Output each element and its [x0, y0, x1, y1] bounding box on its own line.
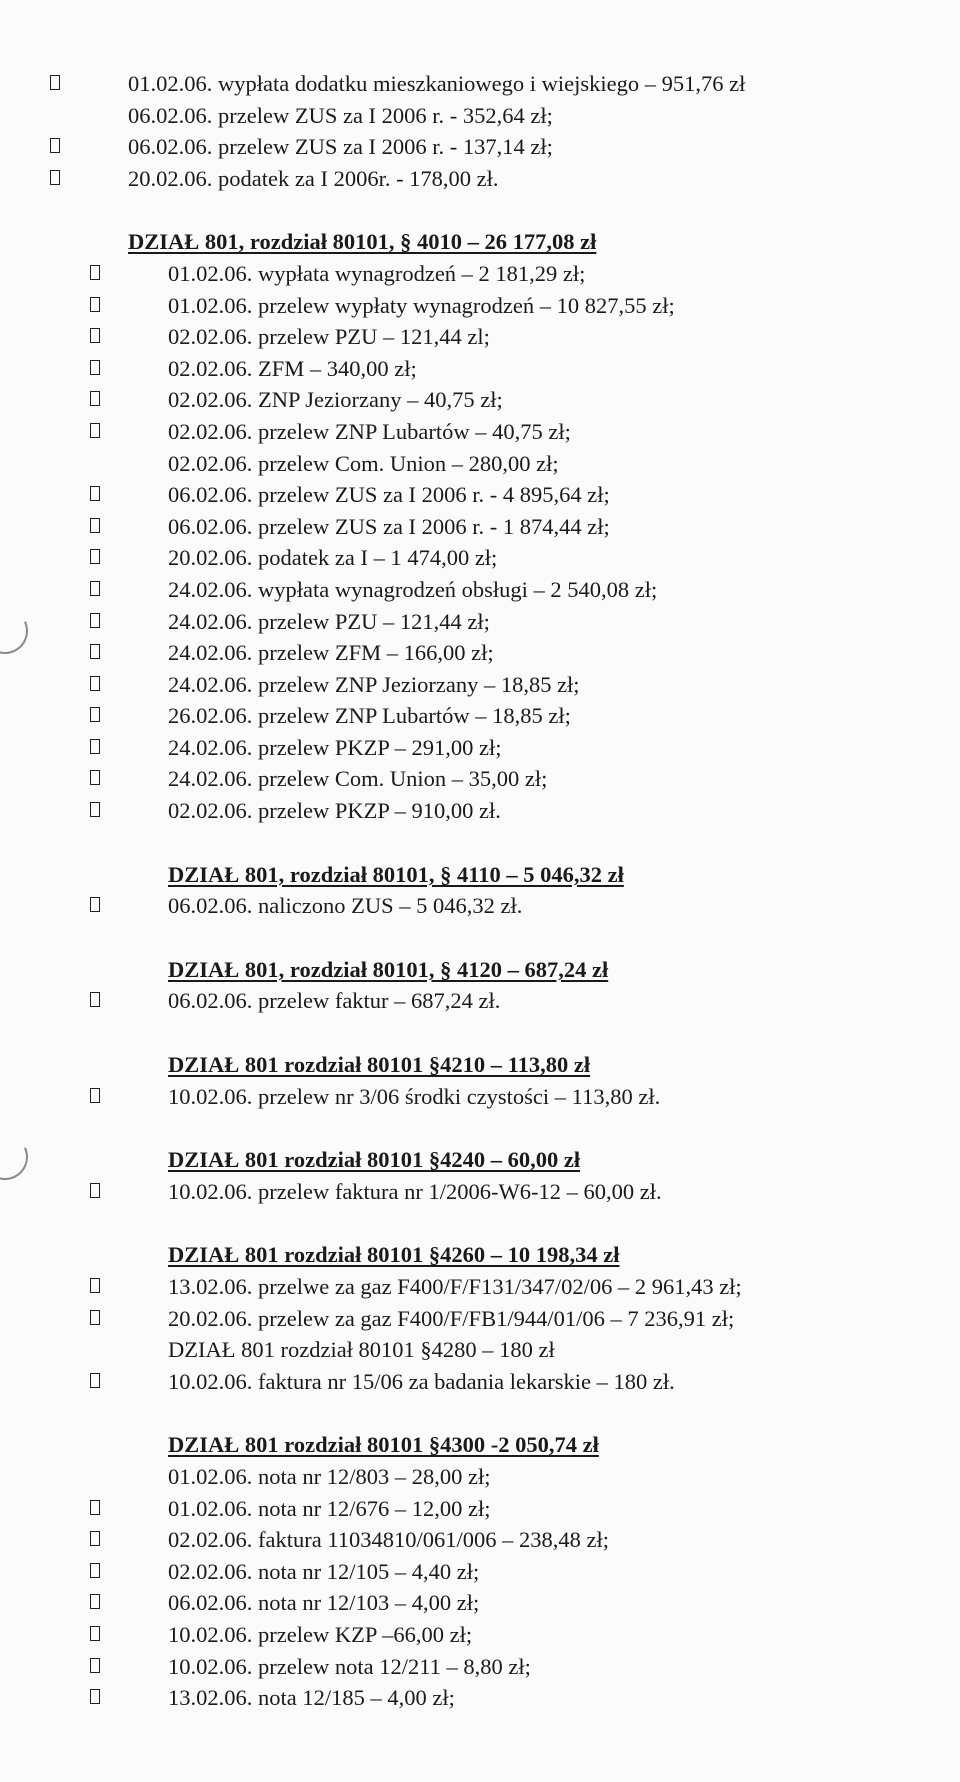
entry-text: 01.02.06. wypłata wynagrodzeń – 2 181,29 zł;: [168, 260, 586, 286]
section-heading: DZIAŁ 801 rozdział 80101 §4260 – 10 198,34 zł: [168, 1242, 620, 1268]
entry-line: [38, 1524, 918, 1556]
section-heading: DZIAŁ 801, rozdział 80101, § 4110 – 5 046,32 zł: [168, 861, 624, 887]
bullet-box-icon: [90, 1563, 100, 1578]
entry-line: [38, 1651, 918, 1683]
document-body: [38, 68, 918, 1714]
entry-text: 02.02.06. przelew Com. Union – 280,00 zł;: [168, 450, 559, 476]
entry-line: [38, 1493, 918, 1525]
bullet-box-icon: [90, 644, 100, 659]
bullet-box-icon: [90, 676, 100, 691]
bullet-box-icon: [90, 486, 100, 501]
entry-line: [38, 890, 918, 922]
entry-line: [38, 732, 918, 764]
section-heading-line: [38, 1144, 918, 1176]
entry-text: 02.02.06. nota nr 12/105 – 4,40 zł;: [168, 1558, 480, 1584]
bullet-box-icon: [50, 75, 60, 90]
punch-hole-mark: [0, 602, 34, 661]
section-gap: [38, 194, 918, 226]
entry-text: 06.02.06. przelew faktur – 687,24 zł.: [168, 988, 501, 1014]
entry-line: [38, 100, 918, 132]
entry-line: [38, 606, 918, 638]
entry-text: 24.02.06. przelew Com. Union – 35,00 zł;: [168, 766, 548, 792]
bullet-box-icon: [50, 170, 60, 185]
entry-line: [38, 1587, 918, 1619]
entry-line: [38, 985, 918, 1017]
bullet-box-icon: [90, 265, 100, 280]
bullet-box-icon: [90, 613, 100, 628]
bullet-box-icon: [90, 770, 100, 785]
entry-line: [38, 68, 918, 100]
section-heading: DZIAŁ 801 rozdział 80101 §4210 – 113,80 zł: [168, 1052, 591, 1078]
entry-text: 02.02.06. ZNP Jeziorzany – 40,75 zł;: [168, 387, 503, 413]
entry-line: [38, 1556, 918, 1588]
entry-text: 24.02.06. przelew ZNP Jeziorzany – 18,85 zł;: [168, 671, 580, 697]
section-heading: DZIAŁ 801, rozdział 80101, § 4120 – 687,24 zł: [168, 956, 609, 982]
entry-line: [38, 353, 918, 385]
entry-line: [38, 1081, 918, 1113]
entry-line: [38, 542, 918, 574]
entry-text: DZIAŁ 801 rozdział 80101 §4280 – 180 zł: [168, 1337, 555, 1363]
entry-text: 20.02.06. przelew za gaz F400/F/FB1/944/01/06 – 7 236,91 zł;: [168, 1305, 735, 1331]
entry-text: 06.02.06. przelew ZUS za I 2006 r. - 1 874,44 zł;: [168, 513, 610, 539]
bullet-box-icon: [50, 138, 60, 153]
entry-line: [38, 1682, 918, 1714]
entry-text: 02.02.06. ZFM – 340,00 zł;: [168, 355, 417, 381]
bullet-box-icon: [90, 1594, 100, 1609]
entry-text: 02.02.06. przelew PZU – 121,44 zl;: [168, 324, 490, 350]
entry-line: [38, 1303, 918, 1335]
entry-line: [38, 448, 918, 480]
entry-text: 02.02.06. faktura 11034810/061/006 – 238,48 zł;: [168, 1527, 609, 1553]
entry-line: [38, 574, 918, 606]
entry-text: 01.02.06. przelew wypłaty wynagrodzeń – 10 827,55 zł;: [168, 292, 675, 318]
entry-text: 10.02.06. przelew nr 3/06 środki czystości – 113,80 zł.: [168, 1083, 661, 1109]
bullet-box-icon: [90, 802, 100, 817]
section-gap: [38, 1207, 918, 1239]
bullet-box-icon: [90, 1310, 100, 1325]
section-gap: [38, 1397, 918, 1429]
bullet-box-icon: [90, 897, 100, 912]
bullet-box-icon: [90, 518, 100, 533]
section-heading-line: [38, 1049, 918, 1081]
entry-text: 01.02.06. nota nr 12/676 – 12,00 zł;: [168, 1495, 491, 1521]
bullet-box-icon: [90, 992, 100, 1007]
section-heading-line: [38, 226, 918, 258]
entry-text: 24.02.06. przelew PZU – 121,44 zł;: [168, 608, 490, 634]
entry-text: 01.02.06. nota nr 12/803 – 28,00 zł;: [168, 1463, 491, 1489]
section-heading: DZIAŁ 801, rozdział 80101, § 4010 – 26 177,08 zł: [128, 229, 597, 255]
bullet-box-icon: [90, 1500, 100, 1515]
bullet-box-icon: [90, 328, 100, 343]
entry-line: [38, 163, 918, 195]
bullet-box-icon: [90, 1531, 100, 1546]
entry-line: [38, 131, 918, 163]
entry-text: 02.02.06. przelew ZNP Lubartów – 40,75 zł;: [168, 418, 571, 444]
entry-line: [38, 1271, 918, 1303]
entry-line: [38, 1619, 918, 1651]
entry-text: 10.02.06. faktura nr 15/06 za badania lekarskie – 180 zł.: [168, 1368, 675, 1394]
entry-line: [38, 384, 918, 416]
bullet-box-icon: [90, 1626, 100, 1641]
section-heading: DZIAŁ 801 rozdział 80101 §4300 -2 050,74 zł: [168, 1432, 599, 1458]
entry-line: [38, 1334, 918, 1366]
section-gap: [38, 827, 918, 859]
section-gap: [38, 1112, 918, 1144]
bullet-box-icon: [90, 1183, 100, 1198]
entry-text: 13.02.06. nota 12/185 – 4,00 zł;: [168, 1685, 455, 1711]
entry-text: 06.02.06. przelew ZUS za I 2006 r. - 352,64 zł;: [128, 102, 553, 128]
entry-text: 06.02.06. przelew ZUS za I 2006 r. - 137,14 zł;: [128, 134, 553, 160]
bullet-box-icon: [90, 739, 100, 754]
section-heading-line: [38, 1239, 918, 1271]
section-heading: DZIAŁ 801 rozdział 80101 §4240 – 60,00 zł: [168, 1147, 581, 1173]
entry-line: [38, 669, 918, 701]
entry-line: [38, 479, 918, 511]
entry-line: [38, 637, 918, 669]
bullet-box-icon: [90, 707, 100, 722]
bullet-box-icon: [90, 423, 100, 438]
bullet-box-icon: [90, 1373, 100, 1388]
section-heading-line: [38, 859, 918, 891]
entry-text: 10.02.06. przelew nota 12/211 – 8,80 zł;: [168, 1653, 531, 1679]
entry-text: 24.02.06. przelew PKZP – 291,00 zł;: [168, 734, 502, 760]
bullet-box-icon: [90, 1088, 100, 1103]
bullet-box-icon: [90, 1689, 100, 1704]
section-gap: [38, 922, 918, 954]
entry-text: 06.02.06. przelew ZUS za I 2006 r. - 4 895,64 zł;: [168, 482, 610, 508]
entry-text: 06.02.06. naliczono ZUS – 5 046,32 zł.: [168, 893, 523, 919]
entry-line: [38, 416, 918, 448]
entry-line: [38, 321, 918, 353]
entry-text: 24.02.06. wypłata wynagrodzeń obsługi – 2 540,08 zł;: [168, 576, 658, 602]
bullet-box-icon: [90, 297, 100, 312]
section-heading-line: [38, 954, 918, 986]
section-gap: [38, 1017, 918, 1049]
entry-text: 10.02.06. przelew KZP –66,00 zł;: [168, 1621, 473, 1647]
entry-text: 10.02.06. przelew faktura nr 1/2006-W6-12 – 60,00 zł.: [168, 1178, 662, 1204]
entry-text: 20.02.06. podatek za I 2006r. - 178,00 zł.: [128, 165, 499, 191]
entry-text: 26.02.06. przelew ZNP Lubartów – 18,85 zł;: [168, 703, 571, 729]
entry-text: 20.02.06. podatek za I – 1 474,00 zł;: [168, 545, 498, 571]
bullet-box-icon: [90, 549, 100, 564]
section-heading-line: [38, 1429, 918, 1461]
bullet-box-icon: [90, 360, 100, 375]
punch-hole-mark: [0, 1128, 34, 1187]
entry-line: [38, 258, 918, 290]
entry-text: 02.02.06. przelew PKZP – 910,00 zł.: [168, 798, 501, 824]
entry-text: 24.02.06. przelew ZFM – 166,00 zł;: [168, 640, 494, 666]
entry-text: 13.02.06. przelwe za gaz F400/F/F131/347/02/06 – 2 961,43 zł;: [168, 1274, 742, 1299]
entry-line: [38, 1366, 918, 1398]
entry-line: [38, 511, 918, 543]
bullet-box-icon: [90, 1278, 100, 1293]
entry-line: [38, 763, 918, 795]
entry-line: [38, 1176, 918, 1208]
entry-line: [38, 290, 918, 322]
entry-line: [38, 700, 918, 732]
bullet-box-icon: [90, 581, 100, 596]
entry-line: [38, 1461, 918, 1493]
bullet-box-icon: [90, 1658, 100, 1673]
entry-text: 06.02.06. nota nr 12/103 – 4,00 zł;: [168, 1590, 480, 1616]
bullet-box-icon: [90, 391, 100, 406]
entry-text: 01.02.06. wypłata dodatku mieszkaniowego i wiejskiego – 951,76 zł: [128, 71, 746, 96]
entry-line: [38, 795, 918, 827]
